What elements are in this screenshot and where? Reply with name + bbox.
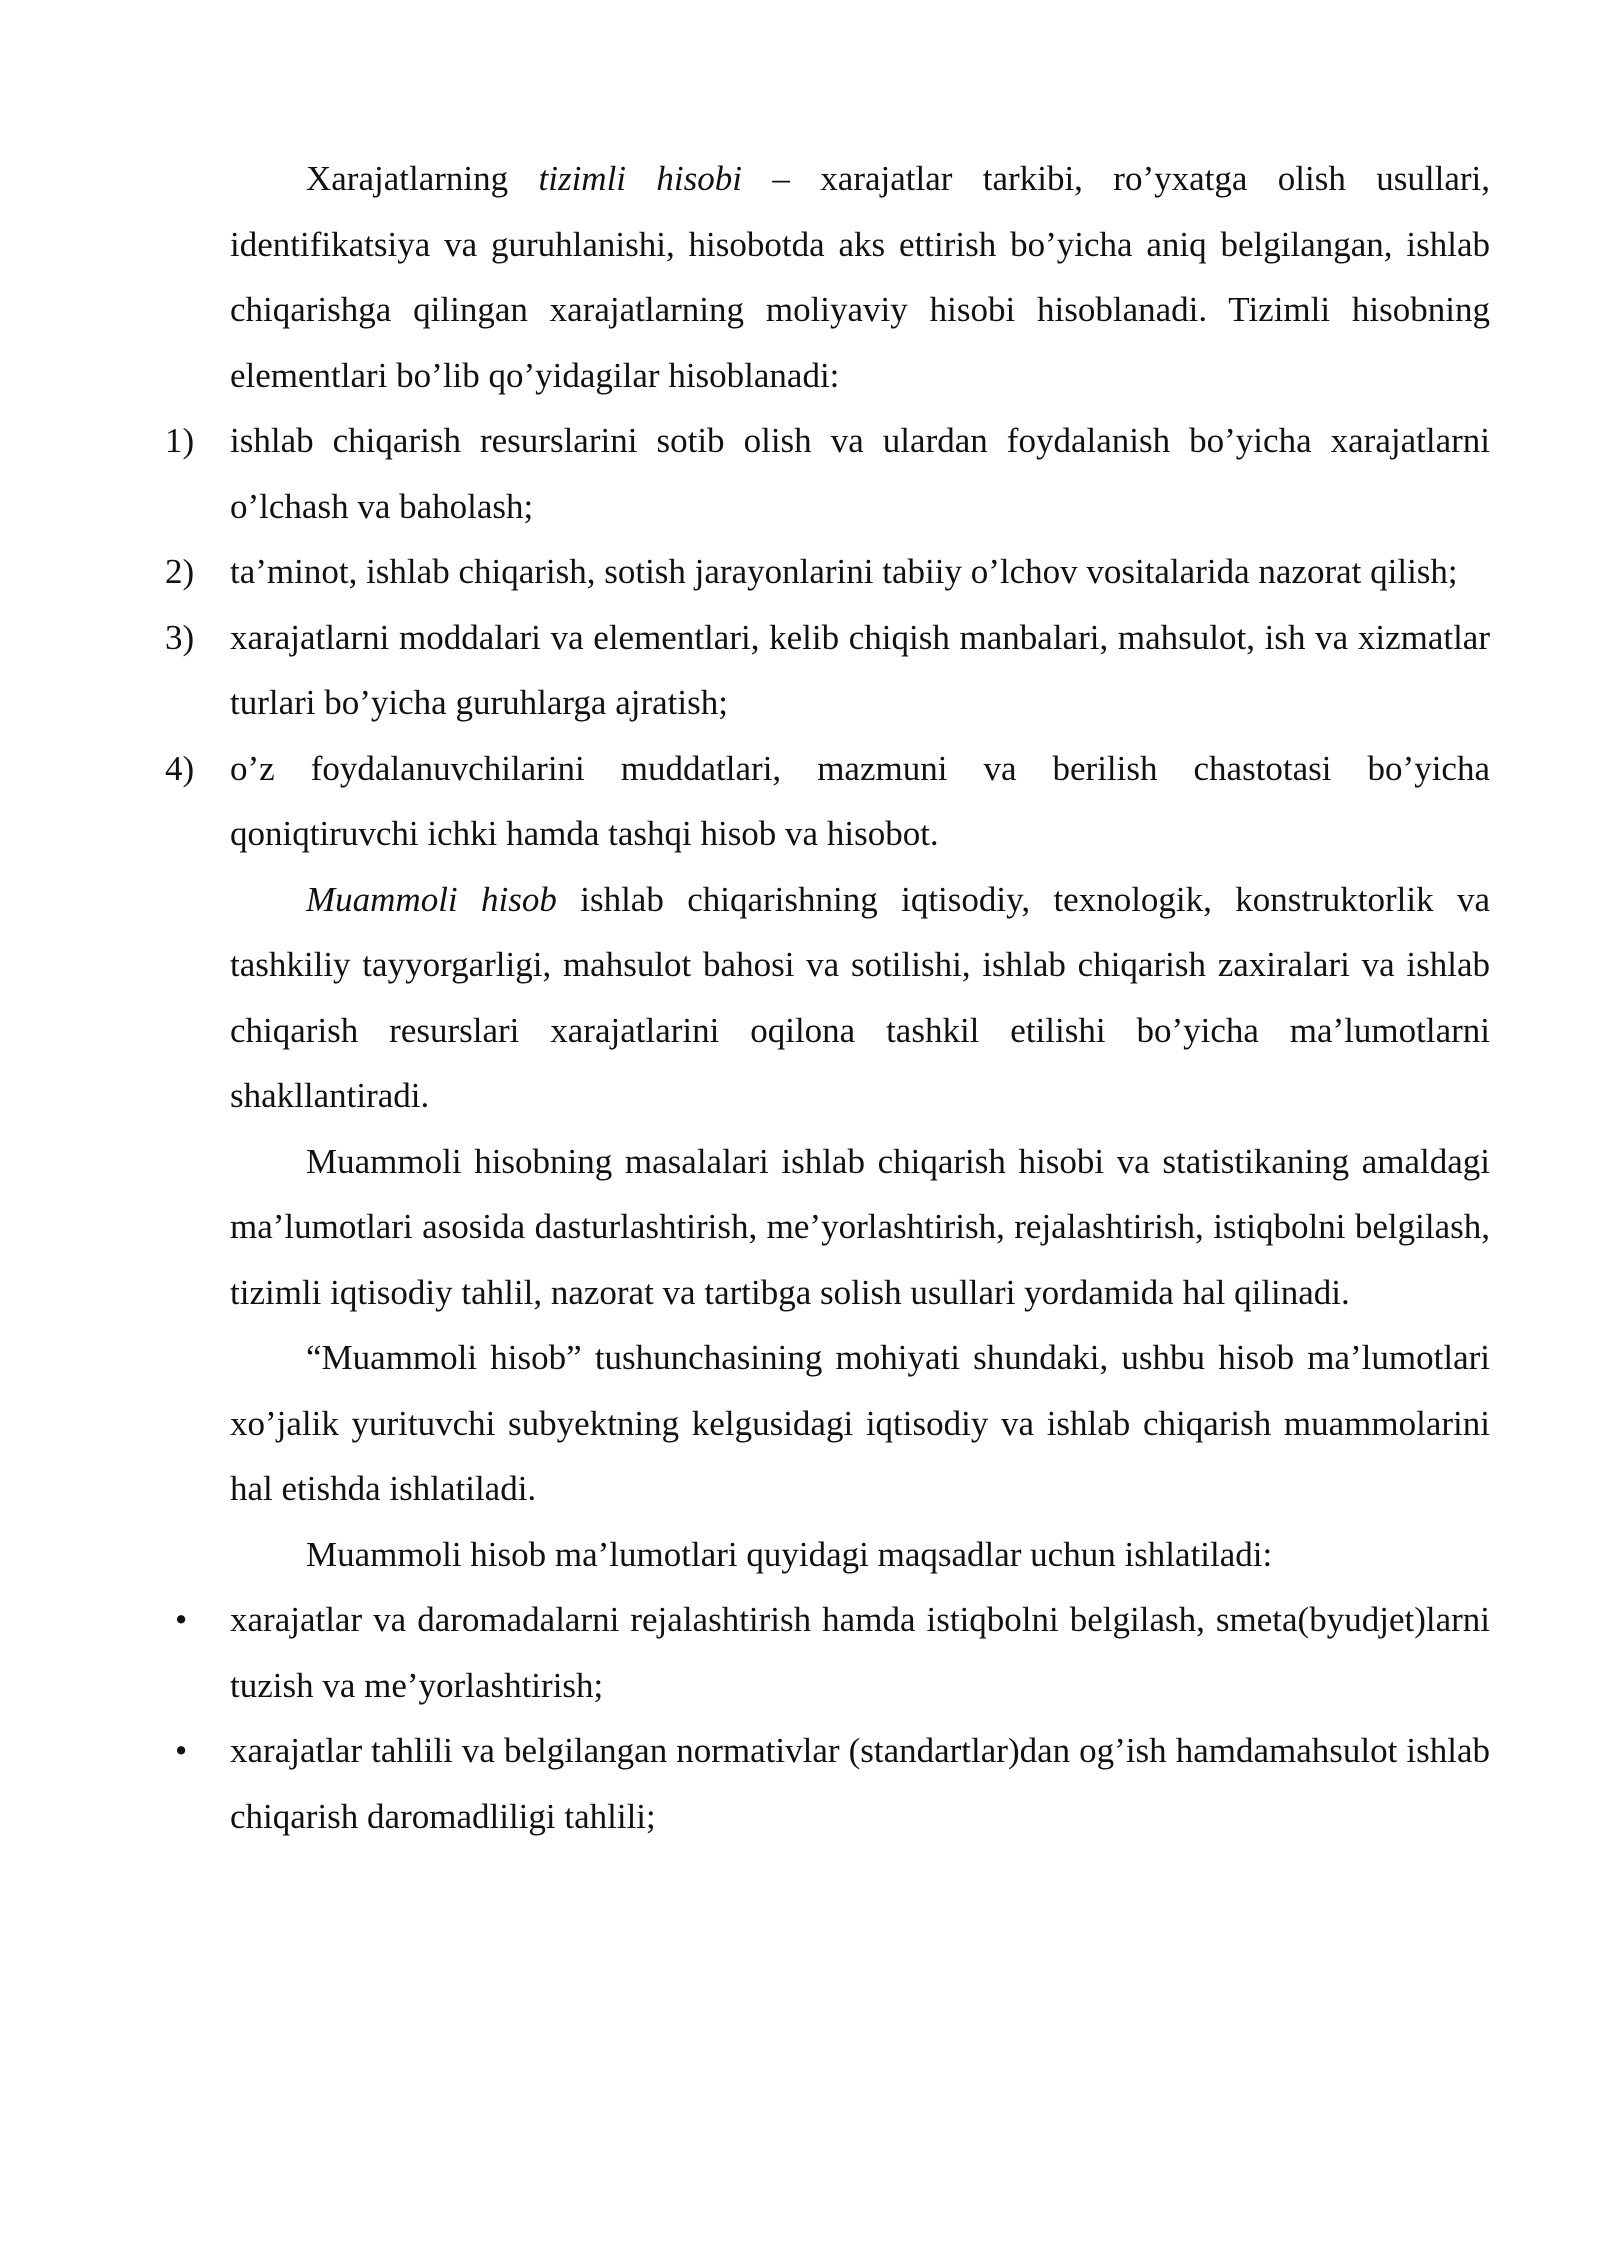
bullet-icon: • <box>175 1731 188 1770</box>
list-item-text: ta’minot, ishlab chiqarish, sotish jarayonlarini tabiiy o’lchov vositalarida nazorat qilish; <box>230 552 1458 591</box>
paragraph-lead: Xarajatlarning <box>306 159 539 198</box>
list-number: 4) <box>165 748 195 788</box>
list-item-text: xarajatlarni moddalari va elementlari, kelib chiqish manbalari, mahsulot, ish va xizmatlar turlari bo’yicha guruhlarga ajratish; <box>230 617 1490 722</box>
list-number: 1) <box>165 421 195 460</box>
list-item-text: ishlab chiqarish resurslarini sotib olish va ulardan foydalanish bo’yicha xarajatlarni o’lchash va baholash; <box>230 421 1490 526</box>
paragraph-problem-essence: “Muammoli hisob” tushunchasining mohiyati shundaki, ushbu hisob ma’lumotlari xo’jalik yurituvchi subyektning kelgusidagi iqtisodiy va ishlab chiqarish muammolarini hal etishda ishlatiladi. <box>230 1338 1490 1508</box>
list-item <box>165 736 1490 867</box>
list-item <box>175 1718 1490 1849</box>
list-item <box>165 408 1490 539</box>
paragraph-problem-tasks: Muammoli hisobning masalalari ishlab chiqarish hisobi va statistikaning amaldagi ma’lumotlari asosida dasturlashtirish, me’yorlashtirish, rejalashtirish, istiqbolni belgilash, tizimli iqtisodiy tahlil, nazorat va tartibga solish usullari yordamida hal qilinadi. <box>230 1141 1490 1312</box>
paragraph-text: ishlab chiqarishning iqtisodiy, texnologik, konstruktorlik va tashkiliy tayyorgarligi, mahsulot bahosi va sotilishi, ishlab chiqarish zaxiralari va ishlab chiqarish resurslari xarajatlarini oqilona tashkil etilishi bo’yicha ma’lumotlarni shakllantiradi. <box>230 879 1491 1115</box>
list-item <box>165 539 1490 605</box>
list-item <box>165 605 1490 736</box>
paragraph-systematic-accounting <box>230 146 1490 408</box>
list-item-text: xarajatlar va daromadalarni rejalashtirish hamda istiqbolni belgilash, smeta(byudjet)larni tuzish va me’yorlashtirish; <box>230 1600 1490 1705</box>
paragraph-text: – xarajatlar tarkibi, ro’yxatga olish usullari, identifikatsiya va guruhlanishi, hisobotda aks ettirish bo’yicha aniq belgilangan, ishlab chiqarishga qilingan xarajatlarning moliyaviy hisobi hisoblanadi. Tizimli hisobning elementlari bo’lib qo’yidagilar hisoblanadi: <box>230 159 1490 395</box>
term-systematic-accounting: tizimli hisobi <box>538 159 742 198</box>
list-item <box>175 1587 1490 1718</box>
list-number: 3) <box>165 617 195 657</box>
bullet-list <box>175 1587 1490 1849</box>
paragraph-problem-purposes: Muammoli hisob ma’lumotlari quyidagi maqsadlar uchun ishlatiladi: <box>306 1534 1273 1574</box>
bullet-icon: • <box>175 1600 188 1639</box>
term-problem-accounting: Muammoli hisob <box>306 879 557 919</box>
list-item-text: o’z foydalanuvchilarini muddatlari, mazmuni va berilish chastotasi bo’yicha qoniqtiruvchi ichki hamda tashqi hisob va hisobot. <box>230 748 1490 853</box>
numbered-list <box>165 408 1490 867</box>
paragraph-problem-accounting <box>230 867 1490 1129</box>
list-item-text: xarajatlar tahlili va belgilangan normativlar (standartlar)dan og’ish hamdamahsulot ishlab chiqarish daromadliligi tahlili; <box>230 1731 1490 1836</box>
list-number: 2) <box>165 552 195 591</box>
document-body <box>165 146 1491 1849</box>
